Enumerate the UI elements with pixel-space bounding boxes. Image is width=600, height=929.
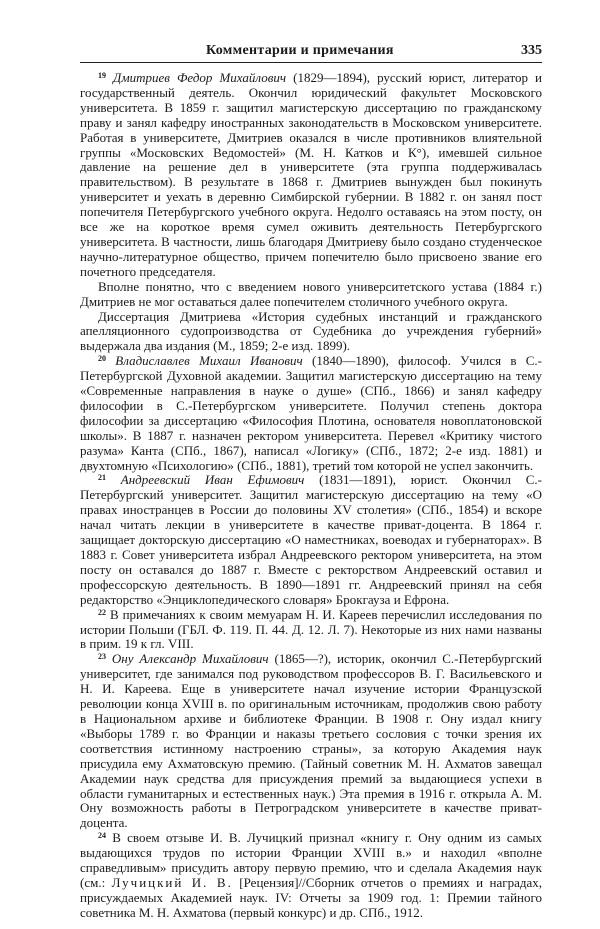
page-header [80, 42, 542, 63]
note-person-name: Владиславлев Михаил Иванович [115, 353, 303, 369]
note-text: В своем отзыве И. В. Лучицкий признал «книгу г. Ону одним из самых выдающихся трудов по истории Франции XVIII в.» и находил «вполне справедливым» присудить автору первую премию, что и сделала Академия наук (см.: [80, 830, 542, 890]
note-person-name: Андреевский Иван Ефимович [120, 472, 305, 488]
note-text: (1829—1894), русский юрист, литератор и государственный деятель. Окончил юридический факультет Московского университета. В 1859 г. защитил магистерскую диссертацию по гражданскому праву и занял кафедру иностранных законодательств в Московском университете. Работая в университете, Дмитриев оказался в числе противников влиятельной группы «Московских Ведомостей» (М. Н. Катков и К°), имевшей сильное давление на решение дел в университете (эта группа поддерживалась правительством). В результате в 1868 г. Дмитриев вынужден был покинуть университет и уехать в деревню Симбирской губернии. В 1882 г. он занял пост попечителя Петербургского учебного округа. Недолго оставаясь на этом посту, он все же на короткое время сумел оживить деятельность Петербургского университета. В частности, лишь благодаря Дмитриеву было создано студенческое научно-литературное общество, причем попечителю было присвоено звание его почетного председателя. [80, 70, 542, 279]
note-text: (1865—?), историк, окончил С.-Петербургский университет, где занимался под руководством профессоров В. Г. Васильевского и Н. И. Кареева. Еще в университете начал изучение истории Французской революции конца XVIII в. по оригинальным источникам, продолжив свою работу в Национальном архиве и библиотеке Франции. В 1908 г. Ону издал книгу «Выборы 1789 г. во Франции и наказы третьего сословия с точки зрения их соответствия истинному настроению страны», за которую Академия наук присудила ему Ахматовскую премию. (Тайный советник М. Н. Ахматов завещал Академии наук средства для присуждения премий за выдающиеся успехи в области гуманитарных и естественных наук.) Эта премия в 1916 г. открыла А. М. Ону возможность работы в Петроградском университете в качестве приват-доцента. [80, 651, 543, 831]
note-person-name: Ону Александр Михайлович [111, 651, 269, 667]
note-author-spaced: Лучицкий И. В. [111, 874, 233, 890]
note-21 [80, 473, 542, 607]
note-number: 19 [98, 71, 106, 80]
note-23 [80, 652, 542, 831]
note-text: В примечаниях к своим мемуарам Н. И. Кареев перечислил исследования по истории Польши (ГБЛ. Ф. 119. П. 44. Д. 12. Л. 7). Некоторые из них нами названы в прим. 19 к гл. VIII. [80, 606, 542, 652]
note-text: (1840—1890), философ. Учился в С.-Петербургской Духовной академии. Защитил магистерскую диссертацию на тему «Современные направления в науке о душе» (СПб., 1866) и занял кафедру философии в С.-Петербургском университете. Получил степень доктора философии за диссертацию «Философия Плотина, основателя новоплатоновской школы». В 1887 г. назначен ректором университета. Перевел «Критику чистого разума» Канта (СПб., 1867), написал «Логику» (СПб., 1872; 2-е изд. 1881) и двухтомную «Психологию» (СПб., 1881), третий том которой не успел закончить. [80, 353, 543, 473]
note-text: Вполне понятно, что с введением нового университетского устава (1884 г.) Дмитриев не мог оставаться далее попечителем столичного учебного округа. [80, 278, 542, 309]
note-19-paragraph-2 [80, 280, 542, 310]
note-19-paragraph-3 [80, 310, 542, 355]
note-person-name: Дмитриев Федор Михайлович [113, 70, 287, 85]
note-text: Диссертация Дмитриева «История судебных инстанций и гражданского апелляционного судопроизводства от Судебника до учреждения губерний» выдержала два издания (М., 1859; 2-е изд. 1899). [80, 308, 542, 354]
note-19 [80, 71, 542, 280]
page-number: 335 [521, 43, 542, 58]
note-number: 22 [98, 607, 106, 617]
note-20 [80, 354, 542, 473]
note-text: (1831—1891), юрист. Окончил С.-Петербургский университет. Защитил магистерскую диссертацию на тему «О правах иностранцев в России до половины XV столетия» (СПб., 1854) и вскоре начал читать лекции в университете в качестве приват-доцента. В 1864 г. защищает докторскую диссертацию «О наместниках, воеводах и губернаторах». В 1883 г. Совет университета избрал Андреевского ректором университета, на этом посту он оставался до 1887 г. Вместе с ректорством Андреевский оставил и профессорскую деятельность. В 1890—1891 гг. Андреевский принял на себя редакторство «Энциклопедического словаря» Брокгауза и Ефрона. [80, 472, 542, 607]
note-number: 23 [98, 652, 106, 662]
note-number: 24 [98, 831, 106, 841]
notes-body [80, 71, 542, 921]
note-24 [80, 831, 542, 920]
running-title: Комментарии и примечания [206, 43, 394, 58]
note-number: 21 [98, 473, 106, 483]
note-number: 20 [98, 354, 106, 364]
note-22 [80, 608, 542, 653]
note-text: [Рецензия]//Сборник отчетов о премиях и наградах, присуждаемых Академией наук. IV: Отчеты за 1909 год. 1: Премии тайного советника М. Н. Ахматова (первый конкурс) и др. СПб., 1912. [80, 874, 543, 920]
